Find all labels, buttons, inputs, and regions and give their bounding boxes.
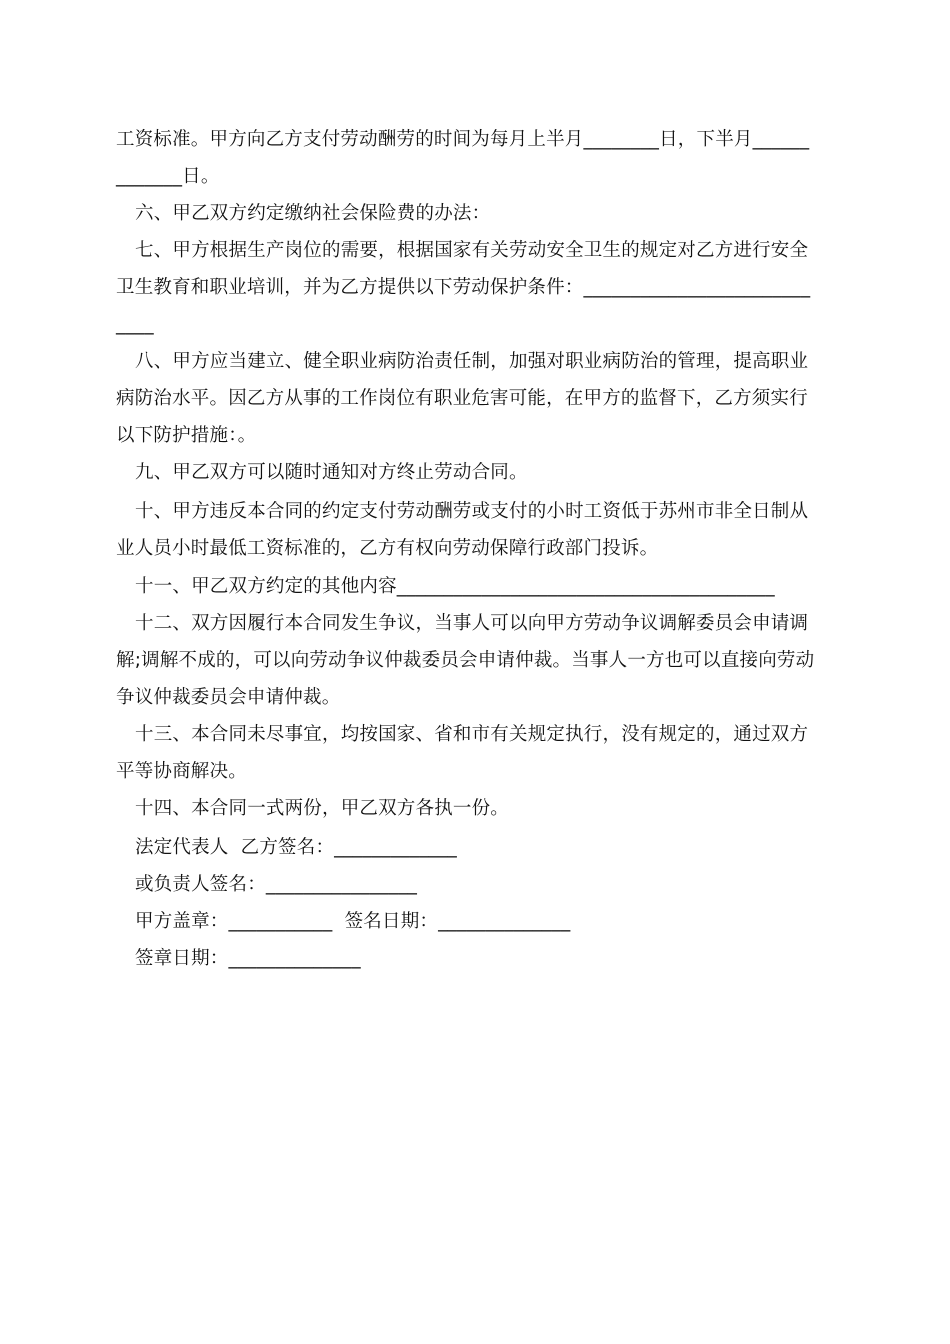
seal-and-date-line: 甲方盖章：___________ 签名日期：______________ — [135, 911, 571, 932]
clause-7-text: 七、甲方根据生产岗位的需要，根据国家有关劳动安全卫生的规定对乙方进行安全 — [135, 240, 809, 261]
text-line: ____ — [116, 314, 154, 335]
text-line: 争议仲裁委员会申请仲裁。 — [116, 687, 341, 708]
clause-10-text: 十、甲方违反本合同的约定支付劳动酬劳或支付的小时工资低于苏州市非全日制从 — [135, 501, 809, 522]
signature-line-representative: 法定代表人 乙方签名：_____________ — [135, 837, 458, 858]
text-line: 以下防护措施：。 — [116, 425, 257, 446]
signature-line-responsible: 或负责人签名：________________ — [135, 874, 418, 895]
clause-14-text: 十四、本合同一式两份，甲乙双方各执一份。 — [135, 798, 510, 819]
text-line: 病防治水平。因乙方从事的工作岗位有职业危害可能，在甲方的监督下，乙方须实行 — [116, 388, 808, 409]
clause-8-text: 八、甲方应当建立、健全职业病防治责任制，加强对职业病防治的管理，提高职业 — [135, 351, 809, 372]
seal-date-line: 签章日期：______________ — [135, 948, 361, 969]
text-line: 业人员小时最低工资标准的，乙方有权向劳动保障行政部门投诉。 — [116, 538, 659, 559]
text-line: 平等协商解决。 — [116, 761, 247, 782]
clause-6-text: 六、甲乙双方约定缴纳社会保险费的办法： — [135, 203, 491, 224]
text-line: 解;调解不成的，可以向劳动争议仲裁委员会申请仲裁。当事人一方也可以直接向劳动 — [116, 650, 815, 671]
text-line: 卫生教育和职业培训，并为乙方提供以下劳动保护条件：________________________ — [116, 277, 811, 298]
clause-12-text: 十二、双方因履行本合同发生争议，当事人可以向甲方劳动争议调解委员会申请调 — [135, 613, 809, 634]
text-line: 工资标准。甲方向乙方支付劳动酬劳的时间为每月上半月________日，下半月______ — [116, 129, 810, 150]
text-line: _______日。 — [116, 166, 220, 187]
clause-9-text: 九、甲乙双方可以随时通知对方终止劳动合同。 — [135, 462, 528, 483]
clause-11-text: 十一、甲乙双方约定的其他内容________________________________________ — [135, 576, 775, 597]
clause-13-text: 十三、本合同未尽事宜，均按国家、省和市有关规定执行，没有规定的，通过双方 — [135, 724, 809, 745]
